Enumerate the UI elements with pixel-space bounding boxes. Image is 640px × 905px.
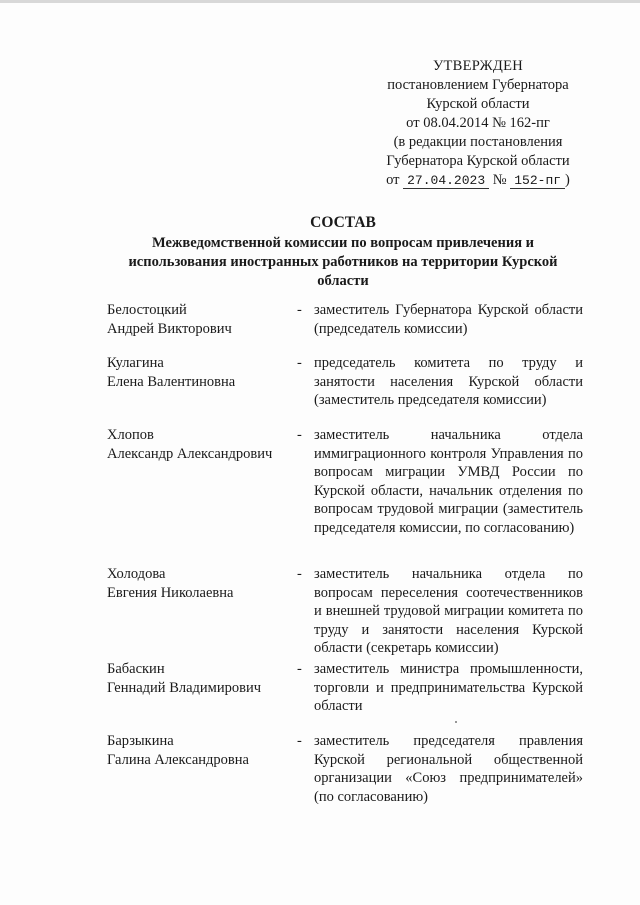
approval-line-5: Губернатора Курской области [386, 153, 570, 169]
document-heading [110, 213, 576, 291]
heading-title: СОСТАВ [310, 214, 376, 231]
member-dash: - [297, 355, 302, 371]
member-given-names: Геннадий Владимирович [107, 679, 262, 696]
member-surname: Кулагина [107, 355, 164, 371]
member-entry [107, 565, 587, 660]
member-role: заместитель начальника отдела иммиграционного контроля Управления по вопросам миграции УМВД России по Курской области, начальник отделения по вопросам трудовой миграции (заместитель председателя комиссии, по согласованию) [314, 427, 583, 536]
approval-number-label: № [492, 172, 507, 188]
approval-line-4: (в редакции постановления [393, 134, 563, 150]
member-entry [107, 301, 587, 354]
member-name [107, 354, 287, 391]
member-role: заместитель министра промышленности, торговли и предпринимательства Курской области [314, 661, 583, 714]
scan-top-edge [0, 0, 640, 3]
scan-speck [455, 721, 457, 723]
member-dash: - [297, 566, 302, 582]
approval-from-label: от [386, 172, 400, 188]
member-dash: - [297, 733, 302, 749]
member-surname: Белостоцкий [107, 302, 187, 318]
member-entry [107, 354, 587, 426]
member-surname: Барзыкина [107, 733, 174, 749]
member-dash: - [297, 427, 302, 443]
member-given-names: Елена Валентиновна [107, 373, 236, 390]
member-dash: - [297, 661, 302, 677]
approval-stamp [358, 57, 598, 190]
member-name [107, 732, 287, 769]
heading-subtitle: Межведомственной комиссии по вопросам привлечения и использования иностранных работников на территории Курской области [128, 235, 558, 289]
member-role: заместитель начальника отдела по вопросам переселения соотечественников и внешней трудовой миграции комитета по труду и занятости населения Курской области (секретарь комиссии) [314, 566, 583, 656]
approval-line-2: Курской области [426, 96, 530, 112]
member-given-names: Андрей Викторович [107, 320, 232, 337]
approval-line-1: постановлением Губернатора [387, 77, 569, 93]
member-dash: - [297, 302, 302, 318]
member-surname: Хлопов [107, 427, 154, 443]
approval-number-value: 152-пг [510, 173, 565, 189]
member-role: председатель комитета по труду и занятости населения Курской области (заместитель председателя комиссии) [314, 355, 583, 408]
approval-close-paren: ) [565, 172, 570, 188]
approval-date-value: 27.04.2023 [403, 173, 489, 189]
member-name [107, 565, 287, 602]
member-role: заместитель Губернатора Курской области (председатель комиссии) [314, 302, 583, 337]
member-name [107, 301, 287, 338]
members-list [107, 301, 587, 804]
member-given-names: Александр Александрович [107, 445, 273, 462]
member-surname: Бабаскин [107, 661, 165, 677]
member-name [107, 426, 287, 463]
member-role: заместитель председателя правления Курской региональной общественной организации «Союз предпринимателей» (по согласованию) [314, 733, 583, 805]
member-given-names: Галина Александровна [107, 751, 249, 768]
approval-revision-line [358, 171, 598, 190]
member-given-names: Евгения Николаевна [107, 584, 234, 601]
member-name [107, 660, 287, 697]
member-entry [107, 732, 587, 804]
approval-title: УТВЕРЖДЕН [432, 58, 524, 74]
approval-line-3: от 08.04.2014 № 162-пг [406, 115, 550, 131]
member-surname: Холодова [107, 566, 166, 582]
member-entry [107, 660, 587, 732]
member-entry [107, 426, 587, 565]
